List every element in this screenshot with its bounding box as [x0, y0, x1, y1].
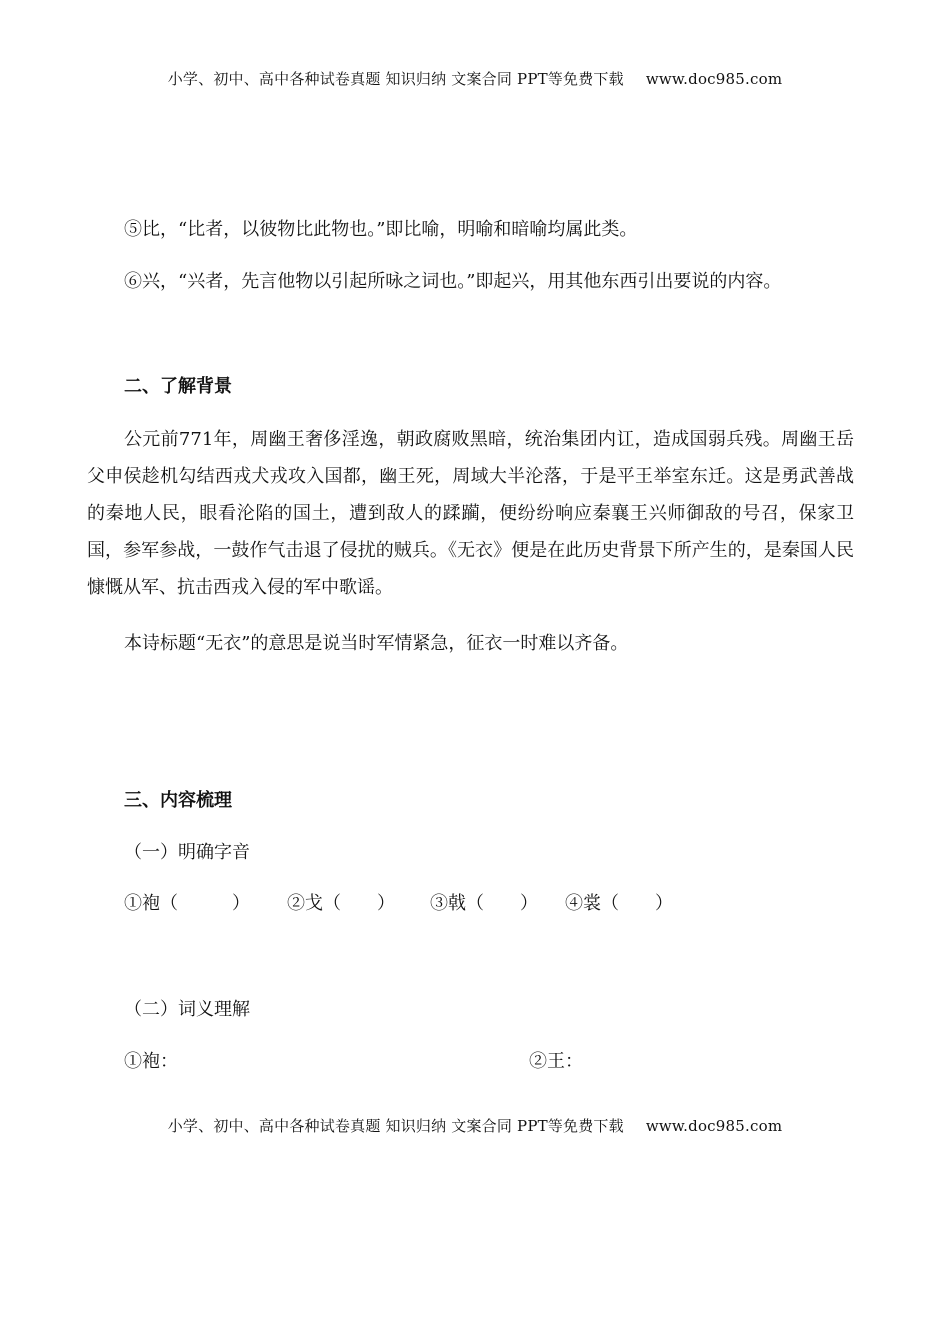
background-paragraph: 公元前771年，周幽王奢侈淫逸，朝政腐败黑暗，统治集团内讧，造成国弱兵残。周幽王岳父申侯趁机勾结西戎犬戎攻入国都，幽王死，周域大半沦落，于是平王举室东迁。这是勇武善战的秦地人民，眼看沦陷的国土，遭到敌人的蹂躏，便纷纷响应秦襄王兴师御敌的号召，保家卫国，参军参战，一鼓作气击退了侵扰的贼兵。《无衣》便是在此历史背景下所产生的，是秦国人民慷慨从军、抗击西戎入侵的军中歌谣。	[87, 429, 854, 598]
footer-url[interactable]: www.doc985.com	[645, 1117, 783, 1135]
list-item-xing: ⑥兴，“兴者，先言他物以引起所咏之词也。”即起兴，用其他东西引出要说的内容。	[124, 271, 782, 292]
pronunciation-blank-pao[interactable]: ①袍（ ）	[124, 893, 250, 914]
pronunciation-blank-ji[interactable]: ③戟（ ）	[430, 893, 538, 914]
pronunciation-blank-chang[interactable]: ④裳（ ）	[565, 893, 673, 914]
section-heading-background: 二、了解背景	[124, 376, 232, 397]
meaning-item-wang[interactable]: ②王：	[529, 1051, 583, 1072]
header-url[interactable]: www.doc985.com	[645, 70, 783, 88]
title-meaning-paragraph: 本诗标题“无衣”的意思是说当时军情紧急，征衣一时难以齐备。	[124, 633, 629, 654]
footer-text: 小学、初中、高中各种试卷真题 知识归纳 文案合同 PPT等免费下载	[167, 1117, 624, 1135]
subsection-meaning: （二）词义理解	[124, 999, 250, 1020]
meaning-item-pao[interactable]: ①袍：	[124, 1051, 178, 1072]
section-heading-content: 三、内容梳理	[124, 790, 232, 811]
page-header	[0, 68, 950, 89]
pronunciation-blank-ge[interactable]: ②戈（ ）	[287, 893, 395, 914]
header-text: 小学、初中、高中各种试卷真题 知识归纳 文案合同 PPT等免费下载	[167, 70, 624, 88]
page-footer	[0, 1115, 950, 1136]
list-item-bi: ⑤比，“比者，以彼物比此物也。”即比喻，明喻和暗喻均属此类。	[124, 219, 638, 240]
subsection-pronunciation: （一）明确字音	[124, 842, 250, 863]
